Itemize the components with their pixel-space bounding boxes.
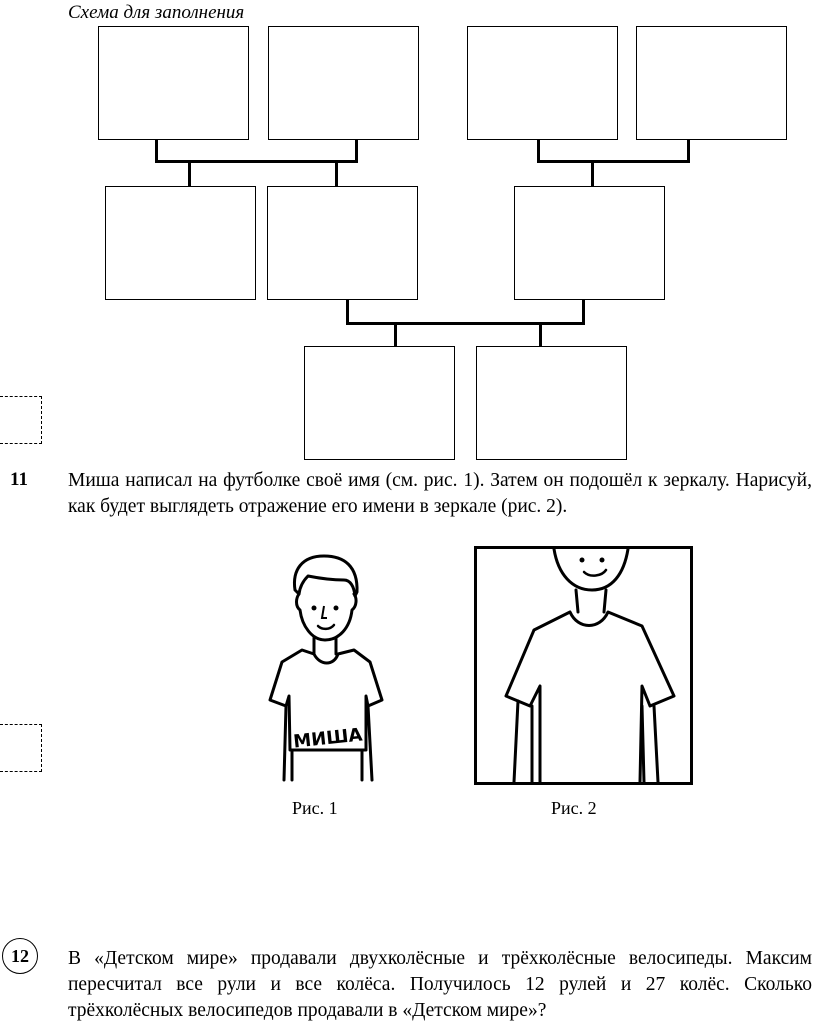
tree-box-bottom-1[interactable] <box>304 346 455 460</box>
task-text: Миша написал на футболке своё имя (см. рис. 1). Затем он подошёл к зеркалу. Нарисуй, как будет выглядеть отражение его имени в зеркале (рис. 2). <box>68 470 812 517</box>
task-number: 12 <box>2 938 38 974</box>
tree-box-mid-1[interactable] <box>105 186 256 300</box>
tree-box-mid-2[interactable] <box>267 186 418 300</box>
tree-box-top-1[interactable] <box>98 26 249 140</box>
connector <box>346 322 585 325</box>
shirt-lettering: МИША <box>292 724 364 753</box>
connector <box>394 322 397 346</box>
connector <box>155 140 158 162</box>
tree-box-top-3[interactable] <box>467 26 618 140</box>
tree-box-bottom-2[interactable] <box>476 346 627 460</box>
connector <box>355 140 358 162</box>
boy-figure-1 <box>262 550 392 790</box>
tree-box-top-2[interactable] <box>268 26 419 140</box>
connector <box>537 160 690 163</box>
score-box[interactable] <box>0 724 42 772</box>
task-number: 11 <box>10 469 28 490</box>
figure-caption-2: Рис. 2 <box>551 798 597 818</box>
connector <box>582 300 585 324</box>
boy-figure-2 <box>474 546 693 785</box>
score-box[interactable] <box>0 396 42 444</box>
connector <box>155 160 358 163</box>
connector <box>687 140 690 162</box>
connector <box>346 300 349 324</box>
connector <box>591 160 594 186</box>
scheme-title: Схема для заполнения <box>68 2 245 23</box>
task-text: В «Детском мире» продавали двухколёсные и трёхколёсные велосипеды. Максим пересчитал все рули и все колёса. Получилось 12 рулей и 27 колёс. Сколько трёхколёсных велосипедов продавали в «Детском мире»? <box>68 948 812 1021</box>
tree-box-mid-3[interactable] <box>514 186 665 300</box>
connector <box>537 140 540 162</box>
connector <box>539 322 542 346</box>
tree-box-top-4[interactable] <box>636 26 787 140</box>
figure-caption-1: Рис. 1 <box>292 798 338 818</box>
connector <box>188 160 191 186</box>
connector <box>335 160 338 186</box>
